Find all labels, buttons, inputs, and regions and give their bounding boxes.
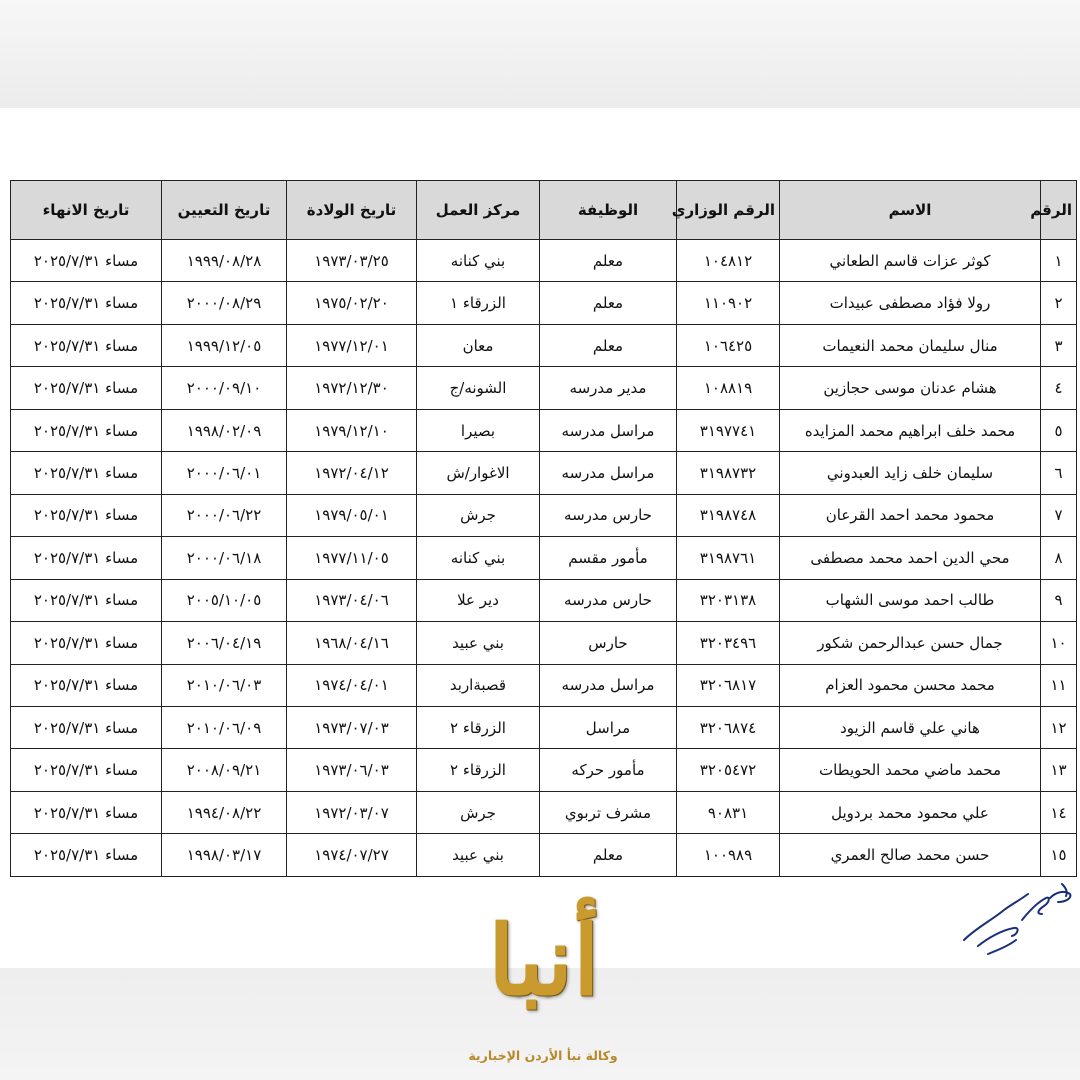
news-agency-logo xyxy=(458,876,628,1076)
cell-hire-date: ٢٠٠٠/٠٩/١٠ xyxy=(162,367,287,409)
cell-hire-date: ٢٠٠٠/٠٦/٠١ xyxy=(162,452,287,494)
table-row xyxy=(11,409,1077,451)
header-hire-date: تاريخ التعيين xyxy=(162,181,287,240)
cell-hire-date: ١٩٩٩/١٢/٠٥ xyxy=(162,324,287,366)
header-workplace: مركز العمل xyxy=(417,181,540,240)
cell-ministry-id: ٣٢٠٥٤٧٢ xyxy=(677,749,780,791)
header-num: الرقم xyxy=(1041,181,1077,240)
employees-table xyxy=(10,180,1077,877)
cell-num: ١٥ xyxy=(1041,834,1077,877)
table-row xyxy=(11,282,1077,324)
cell-name: محمد ماضي محمد الحويطات xyxy=(780,749,1041,791)
cell-birth-date: ١٩٧٩/١٢/١٠ xyxy=(287,409,417,451)
cell-job: مأمور حركه xyxy=(540,749,677,791)
cell-job: مدير مدرسه xyxy=(540,367,677,409)
cell-job: مراسل xyxy=(540,706,677,748)
cell-ministry-id: ١٠٨٨١٩ xyxy=(677,367,780,409)
cell-end-date: مساء ٢٠٢٥/٧/٣١ xyxy=(11,749,162,791)
cell-job: حارس مدرسه xyxy=(540,579,677,621)
cell-ministry-id: ٩٠٨٣١ xyxy=(677,791,780,833)
cell-num: ١١ xyxy=(1041,664,1077,706)
cell-birth-date: ١٩٧٣/٠٦/٠٣ xyxy=(287,749,417,791)
cell-workplace: بني كنانه xyxy=(417,537,540,579)
cell-end-date: مساء ٢٠٢٥/٧/٣١ xyxy=(11,282,162,324)
cell-ministry-id: ٣٢٠٣١٣٨ xyxy=(677,579,780,621)
cell-workplace: بني عبيد xyxy=(417,622,540,664)
cell-end-date: مساء ٢٠٢٥/٧/٣١ xyxy=(11,409,162,451)
cell-num: ١٠ xyxy=(1041,622,1077,664)
cell-end-date: مساء ٢٠٢٥/٧/٣١ xyxy=(11,537,162,579)
table-row xyxy=(11,494,1077,536)
photo-background-top xyxy=(0,0,1080,108)
cell-ministry-id: ٣٢٠٦٨٧٤ xyxy=(677,706,780,748)
table-header-row xyxy=(11,181,1077,240)
cell-num: ٨ xyxy=(1041,537,1077,579)
cell-workplace: جرش xyxy=(417,791,540,833)
cell-birth-date: ١٩٦٨/٠٤/١٦ xyxy=(287,622,417,664)
table-row xyxy=(11,452,1077,494)
cell-end-date: مساء ٢٠٢٥/٧/٣١ xyxy=(11,324,162,366)
cell-birth-date: ١٩٧٣/٠٧/٠٣ xyxy=(287,706,417,748)
cell-job: مأمور مقسم xyxy=(540,537,677,579)
cell-end-date: مساء ٢٠٢٥/٧/٣١ xyxy=(11,494,162,536)
cell-hire-date: ٢٠١٠/٠٦/٠٩ xyxy=(162,706,287,748)
cell-job: معلم xyxy=(540,834,677,877)
cell-birth-date: ١٩٧٣/٠٣/٢٥ xyxy=(287,240,417,282)
cell-ministry-id: ١١٠٩٠٢ xyxy=(677,282,780,324)
cell-job: معلم xyxy=(540,282,677,324)
cell-name: هاني علي قاسم الزيود xyxy=(780,706,1041,748)
cell-workplace: الزرقاء ٢ xyxy=(417,749,540,791)
cell-workplace: دير علا xyxy=(417,579,540,621)
signature xyxy=(958,880,1076,958)
table-row xyxy=(11,749,1077,791)
cell-birth-date: ١٩٧٢/٠٤/١٢ xyxy=(287,452,417,494)
cell-name: علي محمود محمد بردويل xyxy=(780,791,1041,833)
cell-end-date: مساء ٢٠٢٥/٧/٣١ xyxy=(11,240,162,282)
cell-job: حارس xyxy=(540,622,677,664)
cell-name: حسن محمد صالح العمري xyxy=(780,834,1041,877)
cell-ministry-id: ٣١٩٨٧٤٨ xyxy=(677,494,780,536)
cell-end-date: مساء ٢٠٢٥/٧/٣١ xyxy=(11,622,162,664)
cell-workplace: بني عبيد xyxy=(417,834,540,877)
table-row xyxy=(11,706,1077,748)
cell-name: هشام عدنان موسى حجازين xyxy=(780,367,1041,409)
cell-job: مراسل مدرسه xyxy=(540,664,677,706)
cell-name: طالب احمد موسى الشهاب xyxy=(780,579,1041,621)
cell-num: ٢ xyxy=(1041,282,1077,324)
cell-num: ٥ xyxy=(1041,409,1077,451)
cell-birth-date: ١٩٧٧/١١/٠٥ xyxy=(287,537,417,579)
cell-workplace: الزرقاء ١ xyxy=(417,282,540,324)
table-body xyxy=(11,240,1077,877)
table-row xyxy=(11,537,1077,579)
cell-hire-date: ٢٠٠٠/٠٨/٢٩ xyxy=(162,282,287,324)
cell-ministry-id: ٣١٩٧٧٤١ xyxy=(677,409,780,451)
cell-name: رولا فؤاد مصطفى عبيدات xyxy=(780,282,1041,324)
cell-birth-date: ١٩٧٢/١٢/٣٠ xyxy=(287,367,417,409)
table-row xyxy=(11,367,1077,409)
cell-workplace: الزرقاء ٢ xyxy=(417,706,540,748)
cell-birth-date: ١٩٧٩/٠٥/٠١ xyxy=(287,494,417,536)
cell-end-date: مساء ٢٠٢٥/٧/٣١ xyxy=(11,834,162,877)
cell-name: محمود محمد احمد القرعان xyxy=(780,494,1041,536)
cell-hire-date: ٢٠٠٦/٠٤/١٩ xyxy=(162,622,287,664)
table-row xyxy=(11,324,1077,366)
cell-ministry-id: ١٠٠٩٨٩ xyxy=(677,834,780,877)
cell-name: جمال حسن عبدالرحمن شكور xyxy=(780,622,1041,664)
cell-end-date: مساء ٢٠٢٥/٧/٣١ xyxy=(11,706,162,748)
cell-end-date: مساء ٢٠٢٥/٧/٣١ xyxy=(11,791,162,833)
cell-workplace: بصيرا xyxy=(417,409,540,451)
cell-hire-date: ١٩٩٨/٠٢/٠٩ xyxy=(162,409,287,451)
table-row xyxy=(11,664,1077,706)
cell-job: مشرف تربوي xyxy=(540,791,677,833)
cell-workplace: الشونه/ج xyxy=(417,367,540,409)
cell-num: ٦ xyxy=(1041,452,1077,494)
cell-ministry-id: ٣٢٠٦٨١٧ xyxy=(677,664,780,706)
cell-num: ٧ xyxy=(1041,494,1077,536)
cell-name: محمد محسن محمود العزام xyxy=(780,664,1041,706)
cell-name: محمد خلف ابراهيم محمد المزايده xyxy=(780,409,1041,451)
cell-ministry-id: ١٠٤٨١٢ xyxy=(677,240,780,282)
cell-birth-date: ١٩٧٤/٠٧/٢٧ xyxy=(287,834,417,877)
cell-job: حارس مدرسه xyxy=(540,494,677,536)
cell-hire-date: ١٩٩٩/٠٨/٢٨ xyxy=(162,240,287,282)
cell-end-date: مساء ٢٠٢٥/٧/٣١ xyxy=(11,579,162,621)
cell-num: ١ xyxy=(1041,240,1077,282)
cell-hire-date: ١٩٩٤/٠٨/٢٢ xyxy=(162,791,287,833)
cell-workplace: جرش xyxy=(417,494,540,536)
header-birth-date: تاريخ الولادة xyxy=(287,181,417,240)
cell-num: ١٤ xyxy=(1041,791,1077,833)
table-row xyxy=(11,622,1077,664)
cell-name: منال سليمان محمد النعيمات xyxy=(780,324,1041,366)
cell-birth-date: ١٩٧٥/٠٢/٢٠ xyxy=(287,282,417,324)
table-row xyxy=(11,834,1077,877)
cell-hire-date: ٢٠١٠/٠٦/٠٣ xyxy=(162,664,287,706)
cell-hire-date: ٢٠٠٠/٠٦/٢٢ xyxy=(162,494,287,536)
cell-num: ٣ xyxy=(1041,324,1077,366)
header-ministry-id: الرقم الوزاري xyxy=(677,181,780,240)
cell-hire-date: ٢٠٠٨/٠٩/٢١ xyxy=(162,749,287,791)
cell-hire-date: ٢٠٠٠/٠٦/١٨ xyxy=(162,537,287,579)
cell-end-date: مساء ٢٠٢٥/٧/٣١ xyxy=(11,452,162,494)
cell-name: سليمان خلف زايد العبدوني xyxy=(780,452,1041,494)
cell-job: معلم xyxy=(540,324,677,366)
cell-birth-date: ١٩٧٣/٠٤/٠٦ xyxy=(287,579,417,621)
cell-ministry-id: ٣١٩٨٧٦١ xyxy=(677,537,780,579)
logo-caption: وكالة نبأ الأردن الإخبارية xyxy=(468,1048,618,1063)
cell-hire-date: ٢٠٠٥/١٠/٠٥ xyxy=(162,579,287,621)
cell-ministry-id: ٣٢٠٣٤٩٦ xyxy=(677,622,780,664)
table-row xyxy=(11,579,1077,621)
cell-num: ١٢ xyxy=(1041,706,1077,748)
cell-num: ١٣ xyxy=(1041,749,1077,791)
cell-job: مراسل مدرسه xyxy=(540,409,677,451)
cell-ministry-id: ٣١٩٨٧٣٢ xyxy=(677,452,780,494)
cell-name: كوثر عزات قاسم الطعاني xyxy=(780,240,1041,282)
cell-workplace: بني كنانه xyxy=(417,240,540,282)
cell-birth-date: ١٩٧٤/٠٤/٠١ xyxy=(287,664,417,706)
cell-birth-date: ١٩٧٢/٠٣/٠٧ xyxy=(287,791,417,833)
table-row xyxy=(11,791,1077,833)
table-row xyxy=(11,240,1077,282)
cell-num: ٩ xyxy=(1041,579,1077,621)
cell-birth-date: ١٩٧٧/١٢/٠١ xyxy=(287,324,417,366)
cell-workplace: معان xyxy=(417,324,540,366)
header-name: الاسم xyxy=(780,181,1041,240)
cell-hire-date: ١٩٩٨/٠٣/١٧ xyxy=(162,834,287,877)
cell-ministry-id: ١٠٦٤٢٥ xyxy=(677,324,780,366)
cell-job: مراسل مدرسه xyxy=(540,452,677,494)
cell-end-date: مساء ٢٠٢٥/٧/٣١ xyxy=(11,664,162,706)
logo-calligraphy-mark: أنبا xyxy=(488,904,600,1017)
cell-num: ٤ xyxy=(1041,367,1077,409)
cell-job: معلم xyxy=(540,240,677,282)
cell-name: محي الدين احمد محمد مصطفى xyxy=(780,537,1041,579)
header-end-date: تاريخ الانهاء xyxy=(11,181,162,240)
header-job: الوظيفة xyxy=(540,181,677,240)
cell-workplace: قصبةاربد xyxy=(417,664,540,706)
cell-end-date: مساء ٢٠٢٥/٧/٣١ xyxy=(11,367,162,409)
cell-workplace: الاغوار/ش xyxy=(417,452,540,494)
